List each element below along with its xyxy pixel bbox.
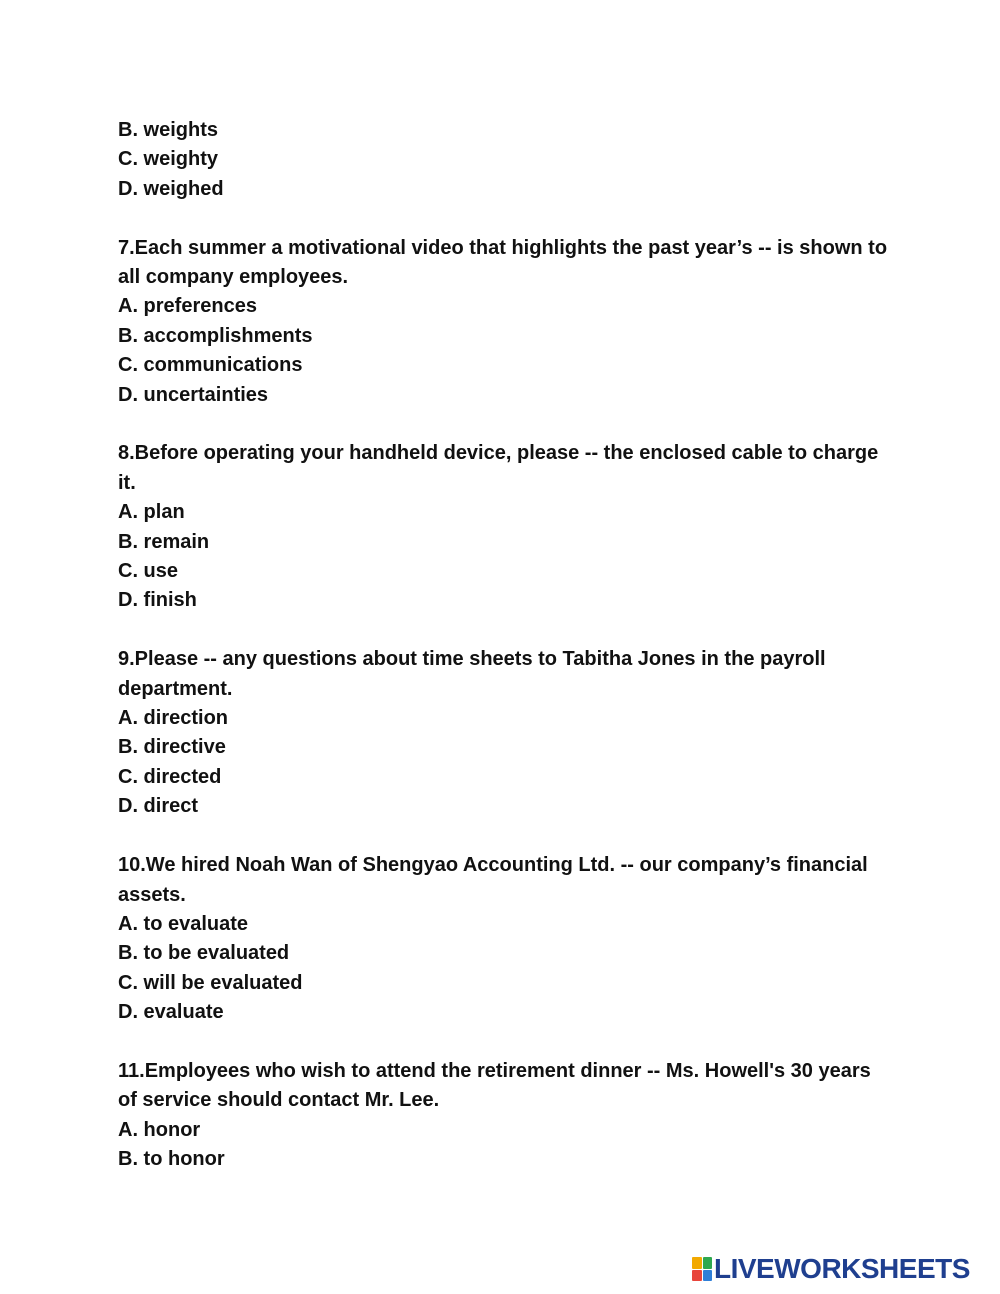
option[interactable]: A. plan bbox=[118, 501, 185, 524]
option[interactable]: C. use bbox=[118, 560, 179, 583]
option[interactable]: A. direction bbox=[118, 707, 229, 730]
mark-square-icon bbox=[703, 1257, 713, 1269]
question-text: 7.Each summer a motivational video that highlights the past year’s -- is shown to all company employees. bbox=[118, 236, 888, 289]
option[interactable]: A. preferences bbox=[118, 295, 257, 318]
option[interactable]: C. weighty bbox=[118, 148, 219, 171]
option[interactable]: B. accomplishments bbox=[118, 324, 313, 347]
option[interactable]: B. to honor bbox=[118, 1148, 225, 1171]
question-9 bbox=[118, 645, 888, 821]
option[interactable]: B. remain bbox=[118, 530, 210, 553]
logo-text: LIVEWORKSHEETS bbox=[714, 1253, 970, 1284]
question-10 bbox=[118, 851, 888, 1027]
question-7 bbox=[118, 234, 888, 410]
option[interactable]: C. communications bbox=[118, 354, 303, 377]
option[interactable]: D. finish bbox=[118, 589, 197, 612]
worksheet-content bbox=[118, 116, 888, 1204]
option[interactable]: B. weights bbox=[118, 119, 219, 141]
option[interactable]: B. to be evaluated bbox=[118, 942, 290, 965]
option[interactable]: D. uncertainties bbox=[118, 383, 269, 406]
option[interactable]: B. directive bbox=[118, 736, 226, 759]
option[interactable]: A. to evaluate bbox=[118, 912, 249, 935]
option[interactable]: A. honor bbox=[118, 1118, 201, 1141]
mark-square-icon bbox=[703, 1270, 713, 1282]
question-text: 9.Please -- any questions about time sheets to Tabitha Jones in the payroll department. bbox=[118, 648, 826, 700]
question-text: 11.Employees who wish to attend the retirement dinner -- Ms. Howell's 30 years of service should contact Mr. Lee. bbox=[118, 1059, 871, 1112]
mark-square-icon bbox=[692, 1257, 702, 1269]
option[interactable]: D. direct bbox=[118, 795, 199, 818]
mark-square-icon bbox=[692, 1270, 702, 1282]
carryover-options bbox=[118, 116, 888, 204]
question-text: 10.We hired Noah Wan of Shengyao Accounting Ltd. -- our company’s financial assets. bbox=[118, 854, 868, 906]
liveworksheets-mark-icon bbox=[692, 1257, 712, 1281]
option[interactable]: D. weighed bbox=[118, 177, 224, 200]
question-8 bbox=[118, 439, 888, 615]
question-text: 8.Before operating your handheld device, please -- the enclosed cable to charge it. bbox=[118, 442, 879, 494]
option[interactable]: C. will be evaluated bbox=[118, 971, 303, 994]
question-11 bbox=[118, 1057, 888, 1175]
option[interactable]: D. evaluate bbox=[118, 1001, 224, 1024]
liveworksheets-logo[interactable] bbox=[692, 1254, 970, 1284]
option[interactable]: C. directed bbox=[118, 765, 222, 788]
